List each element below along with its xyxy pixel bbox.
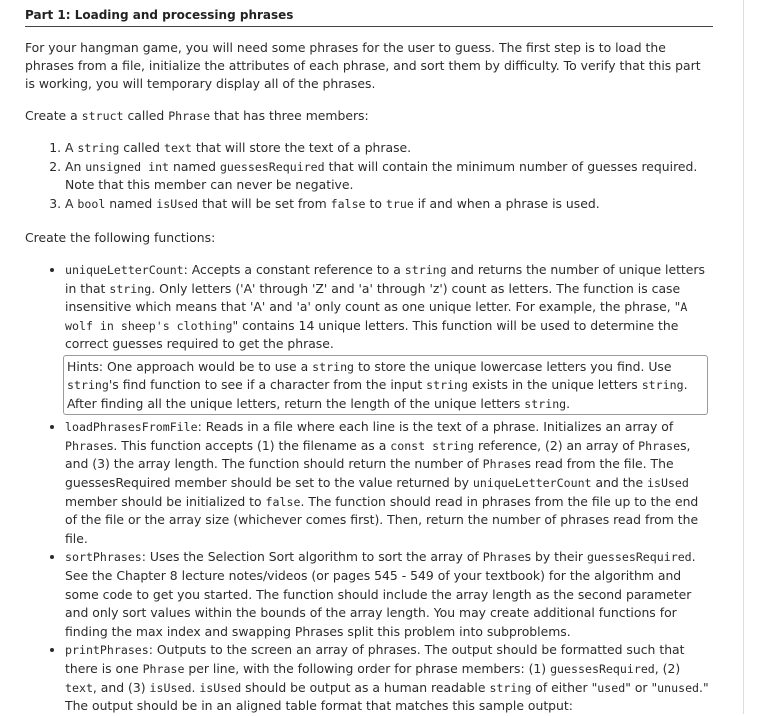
function-item-sortPhrases: • sortPhrases: Uses the Selection Sort algorithm to sort the array of Phrases by their guessesRequired. See the Chapter 8 lecture notes/videos (or pages 545 - 549 of your textbook) for the algorithm and some code to get you started. The function should include the array length as the second parameter and only sort values within the bounds of the array length. You may create additional functions for finding the max index and swapping Phrases split this problem into subproblems. [65, 548, 711, 641]
function-list [25, 261, 711, 716]
hint-box: Hints: One approach would be to use a string to store the unique lowercase letters you find. Use string's find function to see if a character from the input string exists in the unique letters string. After finding all the unique letters, return the length of the unique letters string. [63, 355, 708, 415]
struct-instruction: Create a struct called Phrase that has three members: [25, 108, 369, 123]
list-item: 2. An unsigned int named guessesRequired that will contain the minimum number of guesses required. Note that this member can never be negative. [65, 158, 711, 195]
page-right-border [743, 0, 744, 714]
intro-paragraph: For your hangman game, you will need some phrases for the user to guess. The first step is to load the phrases from a file, initialize the attributes of each phrase, and sort them by difficulty. To verify that this part is working, you will temporary display all of the phrases. [25, 40, 701, 91]
function-item-uniqueLetterCount: • uniqueLetterCount: Accepts a constant reference to a string and returns the number of unique letters in that string. Only letters ('A' through 'Z' and 'a' through 'z') count as letters. The function is case insensitive which means that 'A' and 'a' only count as one unique letter. For example, the phrase, "A wolf in sheep's clothing" contains 14 unique letters. This function will be used to determine the correct guesses required to get the phrase. Hints: One approach would be to use a string to store the unique lowercase letters you find. Use string's find function to see if a character from the input string exists in the unique letters string. After finding all the unique letters, return the length of the unique letters string. [65, 261, 711, 415]
struct-member-list [25, 139, 711, 213]
list-item: 1. A string called text that will store the text of a phrase. [65, 139, 711, 158]
functions-intro: Create the following functions: [25, 230, 216, 245]
function-item-printPhrases: • printPhrases: Outputs to the screen an array of phrases. The output should be formatted such that there is one Phrase per line, with the following order for phrase members: (1) guessesRequired, (2) text, and (3) isUsed. isUsed should be output as a human readable string of either "used" or "unused." The output should be in an aligned table format that matches this sample output: [65, 641, 711, 715]
list-item: 3. A bool named isUsed that will be set from false to true if and when a phrase is used. [65, 195, 711, 214]
function-item-loadPhrasesFromFile: • loadPhrasesFromFile: Reads in a file where each line is the text of a phrase. Initializes an array of Phrases. This function accepts (1) the filename as a const string reference, (2) an array of Phrases, and (3) the array length. The function should return the number of Phrases read from the file. The guessesRequired member should be set to the value returned by uniqueLetterCount and the isUsed member should be initialized to false. The function should read in phrases from the file up to the end of the file or the array size (whichever comes first). Then, return the number of phrases read from the file. [65, 418, 711, 548]
section-title: Part 1: Loading and processing phrases [25, 7, 713, 27]
